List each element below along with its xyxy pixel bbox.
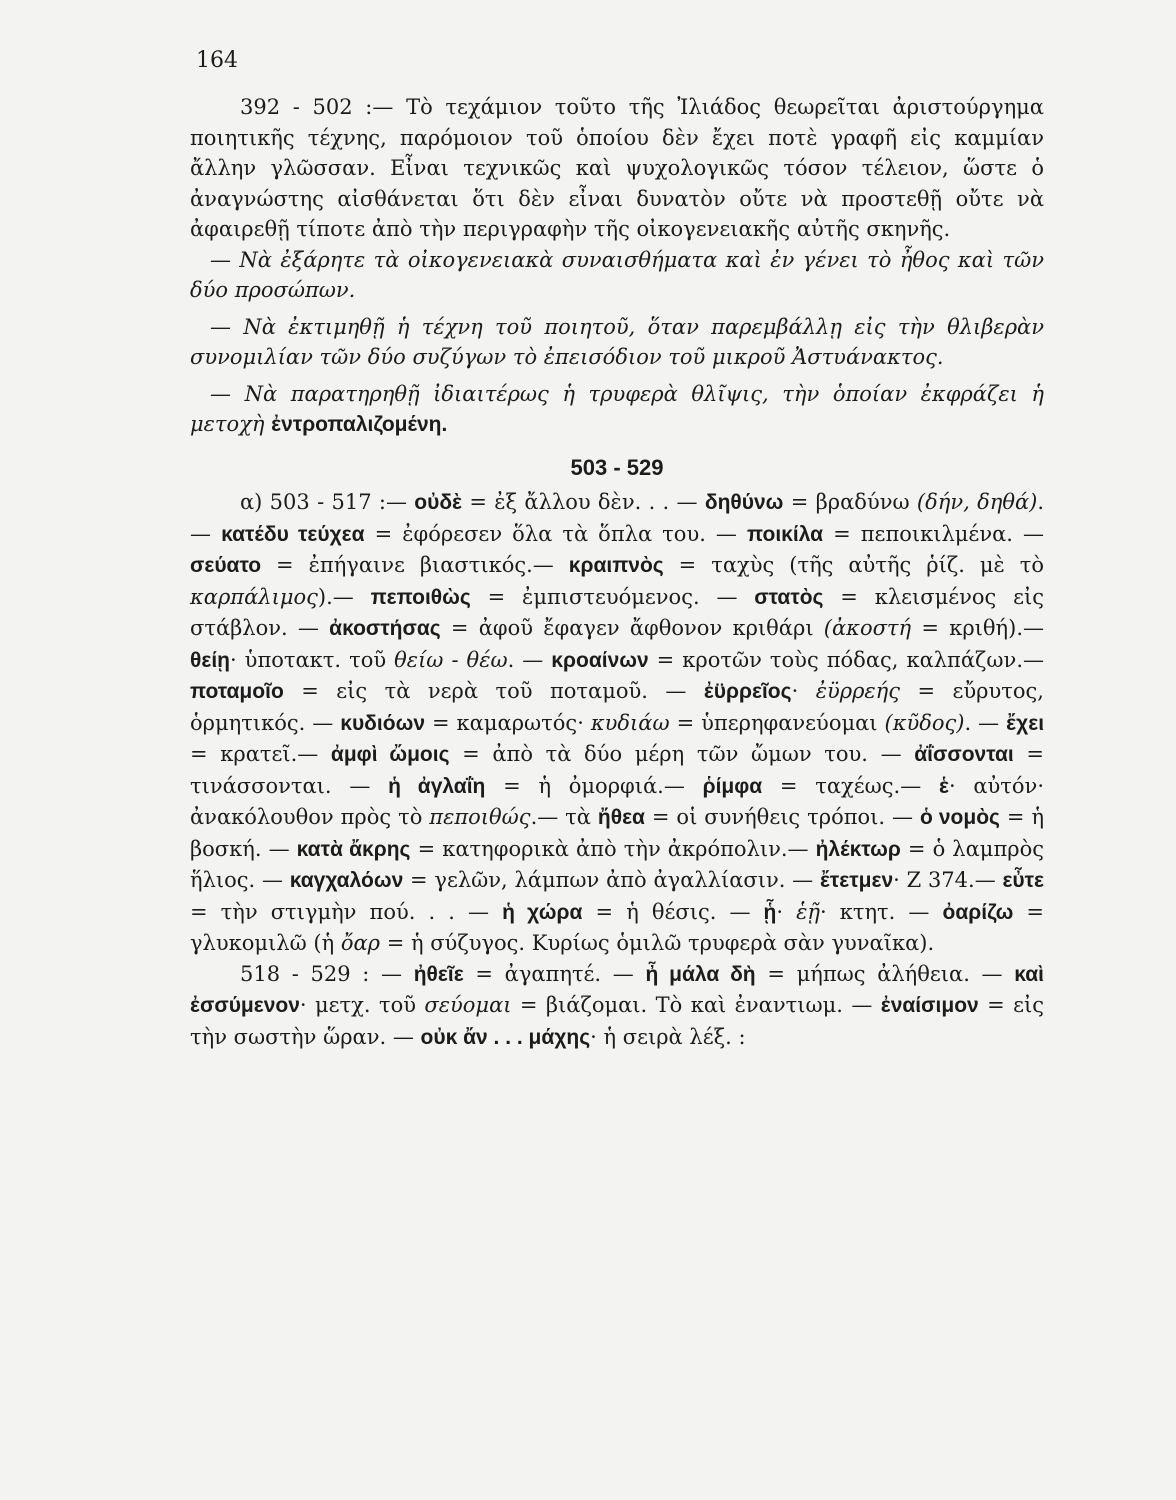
para-a-gloss-text: · (776, 899, 797, 924)
para-b-gloss-text: = ἀγαπητέ. — (463, 961, 646, 986)
para-a-italic-term: ἑῇ (796, 899, 820, 924)
para-a-gloss-text: = κατηφορικὰ ἀπὸ τὴν ἀκρόπολιν.— (410, 836, 816, 861)
para-a-italic-term: πεποιθώς (429, 805, 531, 829)
para-a-headword: ἀκοστήσας (329, 617, 441, 640)
para-b-headword: καὶ ἐσσύμενον (190, 962, 1044, 1017)
section-heading: 503 - 529 (570, 454, 664, 480)
para-a-italic-term: καρπάλιμος (190, 584, 318, 609)
para-a-gloss-text: = τὴν στιγμὴν πού. . . — (190, 899, 503, 924)
para-a-gloss-text: = οἱ συνήθεις τρόποι. — (644, 805, 920, 829)
para-b-gloss-text: 518 - 529 : — (240, 961, 414, 986)
para-a-headword: κατέδυ τεύχεα (221, 522, 365, 546)
para-a-gloss-text: α) 503 - 517 :— (240, 490, 415, 514)
para-a-headword: κυδιόων (340, 711, 425, 735)
para-b-headword: οὐκ ἄν . . . μάχης (420, 1025, 591, 1049)
intro-text: Τὸ τεχάμιον τοῦτο τῆς Ἰλιάδος θεωρεῖται ἀριστούργημα ποιητικῆς τέχνης, παρόμοιον τοῦ ὁποίου δὲν ἔχει ποτὲ γραφῆ εἰς καμμίαν ἄλλην γλῶσσαν. Εἶναι τεχνικῶς καὶ ψυχολογικῶς τόσον τέλειον, ὥστε ὁ ἀναγνώστης αἰσθάνεται ὅτι δὲν εἶναι δυνατὸν οὔτε νὰ προστεθῇ οὔτε νὰ ἀφαιρεθῇ τίποτε ἀπὸ τὴν περιγραφὴν τῆς οἰκογενειακῆς αὐτῆς σκηνῆς. (190, 95, 1044, 241)
para-a-headword: εὖτε (1002, 869, 1044, 892)
glossary-paragraph-a (190, 487, 1044, 959)
para-a-gloss-text: = εἰς τὰ νερὰ τοῦ ποταμοῦ. — (283, 679, 704, 703)
para-a-headword: ὁ νομὸς (919, 806, 1000, 829)
para-a-headword: ἤθεα (597, 806, 645, 829)
para-a-headword: κροαίνων (551, 648, 649, 672)
glossary-paragraph-b (190, 959, 1044, 1054)
para-a-italic-term: ἐϋρρεής (815, 679, 901, 703)
para-b-gloss-text: · ἡ σειρὰ λέξ. : (590, 1024, 746, 1049)
para-a-gloss-text: = εὔρυτος, ὁρμητικός. — (190, 679, 1044, 735)
para-a-gloss-text: = καμαρωτός· (425, 710, 591, 735)
para-a-gloss-text: = ἐφόρεσεν ὅλα τὰ ὅπλα του. — (364, 521, 747, 546)
para-b-gloss-text: = μήπως ἀλήθεια. — (755, 961, 1015, 986)
para-a-gloss-text: = κλεισμένος εἰς στάβλον. — (190, 584, 1044, 640)
para-a-headword: ἡ χώρα (502, 900, 583, 924)
question-1-text: — Νὰ ἐξάρητε τὰ οἰκογενειακὰ συναισθήματα καὶ ἐν γένει τὸ ἦθος καὶ τῶν δύο προσώπων. (190, 247, 1044, 302)
para-a-italic-term: κυδιάω (590, 710, 670, 735)
para-a-headword: καγχαλόων (289, 869, 404, 892)
para-a-headword: ἔχει (1006, 711, 1045, 735)
para-a-headword: ἔτετμεν (819, 869, 894, 892)
para-a-headword: ἠλέκτωρ (815, 837, 901, 861)
para-a-headword: ἐϋρρεῖος (703, 680, 792, 703)
para-a-headword: κατὰ ἄκρης (296, 837, 411, 861)
para-a-gloss-text: = ἡ βοσκή. — (190, 805, 1045, 861)
intro-paragraph (190, 92, 1044, 245)
para-a-gloss-text: = ἡ θέσις. — (582, 899, 764, 924)
para-b-headword: ἦ μάλα δὴ (645, 962, 756, 986)
para-a-headword: ἡ ἀγλαΐη (388, 774, 486, 798)
para-a-headword: ἑ (938, 774, 949, 798)
para-a-gloss-text: = ὑπερηφανεύομαι (669, 710, 885, 735)
para-b-italic-term: σεύομαι (424, 993, 512, 1017)
para-b-gloss-text: = βιάζομαι. Τὸ καὶ ἐναντιωμ. — (511, 993, 881, 1017)
para-a-italic-term: (δήν, δηθά) (916, 490, 1038, 514)
para-a-gloss-text: . — (507, 647, 552, 672)
para-a-gloss-text: . — (190, 490, 1045, 546)
para-a-headword: πεποιθὼς (370, 585, 471, 609)
para-b-headword: ἐναίσιμον (880, 994, 979, 1017)
para-a-gloss-text: = βραδύνω (783, 490, 917, 514)
para-b-gloss-text: = εἰς τὴν σωστὴν ὥραν. — (190, 993, 1044, 1049)
para-a-gloss-text: = ἡ σύζυγος. Κυρίως ὁμιλῶ τρυφερὰ σὰν γυναῖκα). (380, 931, 935, 955)
para-a-headword: κραιπνὸς (568, 554, 664, 577)
para-a-gloss-text: · Ζ 374.— (893, 868, 1003, 892)
para-a-headword: οὐδὲ (414, 491, 463, 514)
question-3-bold-term: ἐντροπαλιζομένη. (271, 413, 448, 436)
question-1 (190, 245, 1044, 306)
para-a-gloss-text: · ὑποτακτ. τοῦ (229, 647, 395, 672)
para-a-gloss-text: = κρατεῖ.— (190, 742, 331, 766)
para-a-gloss-text: = γλυκομιλῶ (ἡ (190, 899, 1044, 955)
para-a-gloss-text: = τινάσσονται. — (190, 742, 1044, 798)
para-a-headword: ῥίμφα (702, 774, 763, 798)
question-2 (190, 312, 1044, 373)
para-a-gloss-text: = πεποικιλμένα. — (823, 521, 1044, 546)
question-2-text: — Νὰ ἐκτιμηθῇ ἡ τέχνη τοῦ ποιητοῦ, ὅταν παρεμβάλλῃ εἰς τὴν θλιβερὰν συνομιλίαν τῶν δύο συζύγων τὸ ἐπεισόδιον τοῦ μικροῦ Ἀστυάνακτος. (190, 314, 1044, 369)
para-a-gloss-text: = ἀπὸ τὰ δύο μέρη τῶν ὤμων του. — (449, 742, 915, 766)
para-b-gloss-text: · μετχ. τοῦ (299, 993, 425, 1017)
para-a-headword: ὀαρίζω (942, 900, 1014, 924)
para-a-gloss-text: = ἐπήγαινε βιαστικός.— (261, 553, 569, 577)
para-a-gloss-text: = γελῶν, λάμπων ἀπὸ ἀγαλλίασιν. — (403, 868, 820, 892)
para-a-italic-term: ὄαρ (340, 931, 381, 955)
para-a-gloss-text: = ἐξ ἄλλου δὲν. . . — (462, 490, 705, 514)
para-a-gloss-text: .— τὰ (530, 805, 598, 829)
para-a-headword: θείῃ (190, 648, 230, 672)
para-a-gloss-text: · αὐτόν· ἀνακόλουθον πρὸς τὸ (190, 773, 1044, 829)
para-a-headword: ποικίλα (747, 522, 824, 546)
para-a-italic-term: (ἀκοστή (823, 616, 912, 640)
para-a-gloss-text: = ταχὺς (τῆς αὐτῆς ῥίζ. μὲ τὸ (663, 553, 1044, 577)
para-a-gloss-text: = ὁ λαμπρὸς ἥλιος. — (190, 836, 1044, 892)
para-a-headword: ποταμοῖο (190, 680, 284, 703)
para-b-headword: ἠθεῖε (413, 962, 464, 986)
question-3-text: — Νὰ παρατηρηθῇ ἰδιαιτέρως ἡ τρυφερὰ θλῖψις, τὴν ὁποίαν ἐκφράζει ἡ μετοχὴ (190, 381, 1044, 436)
para-a-gloss-text: ).— (317, 584, 371, 609)
question-3 (190, 379, 1044, 441)
para-a-gloss-text: · (791, 679, 816, 703)
para-a-headword: ᾗ (763, 900, 777, 924)
para-a-gloss-text: = ἀφοῦ ἔφαγεν ἄφθονον κριθάρι (440, 616, 824, 640)
para-a-gloss-text: = κριθή).— (911, 616, 1044, 640)
para-a-gloss-text: = ταχέως.— (762, 773, 939, 798)
para-a-headword: σεύατο (190, 554, 262, 577)
para-a-headword: ἀΐσσονται (914, 743, 1014, 766)
para-a-italic-term: θείω - θέω (394, 647, 508, 672)
page-body (190, 92, 1044, 1053)
intro-line-ref: 392 - 502 :— (240, 95, 394, 119)
para-a-italic-term: (κῦδος) (884, 710, 965, 735)
para-a-headword: ἀμφὶ ὤμοις (330, 743, 450, 766)
para-a-gloss-text: = ἐμπιστευόμενος. — (470, 584, 755, 609)
para-a-headword: στατὸς (754, 585, 824, 609)
para-a-gloss-text: . — (964, 710, 1007, 735)
para-a-gloss-text: = ἡ ὀμορφιά.— (485, 773, 703, 798)
para-a-headword: δηθύνω (704, 491, 784, 514)
page-number: 164 (196, 48, 238, 73)
para-a-gloss-text: = κροτῶν τοὺς πόδας, καλπάζων.— (648, 647, 1044, 672)
para-a-gloss-text: · κτητ. — (819, 899, 943, 924)
